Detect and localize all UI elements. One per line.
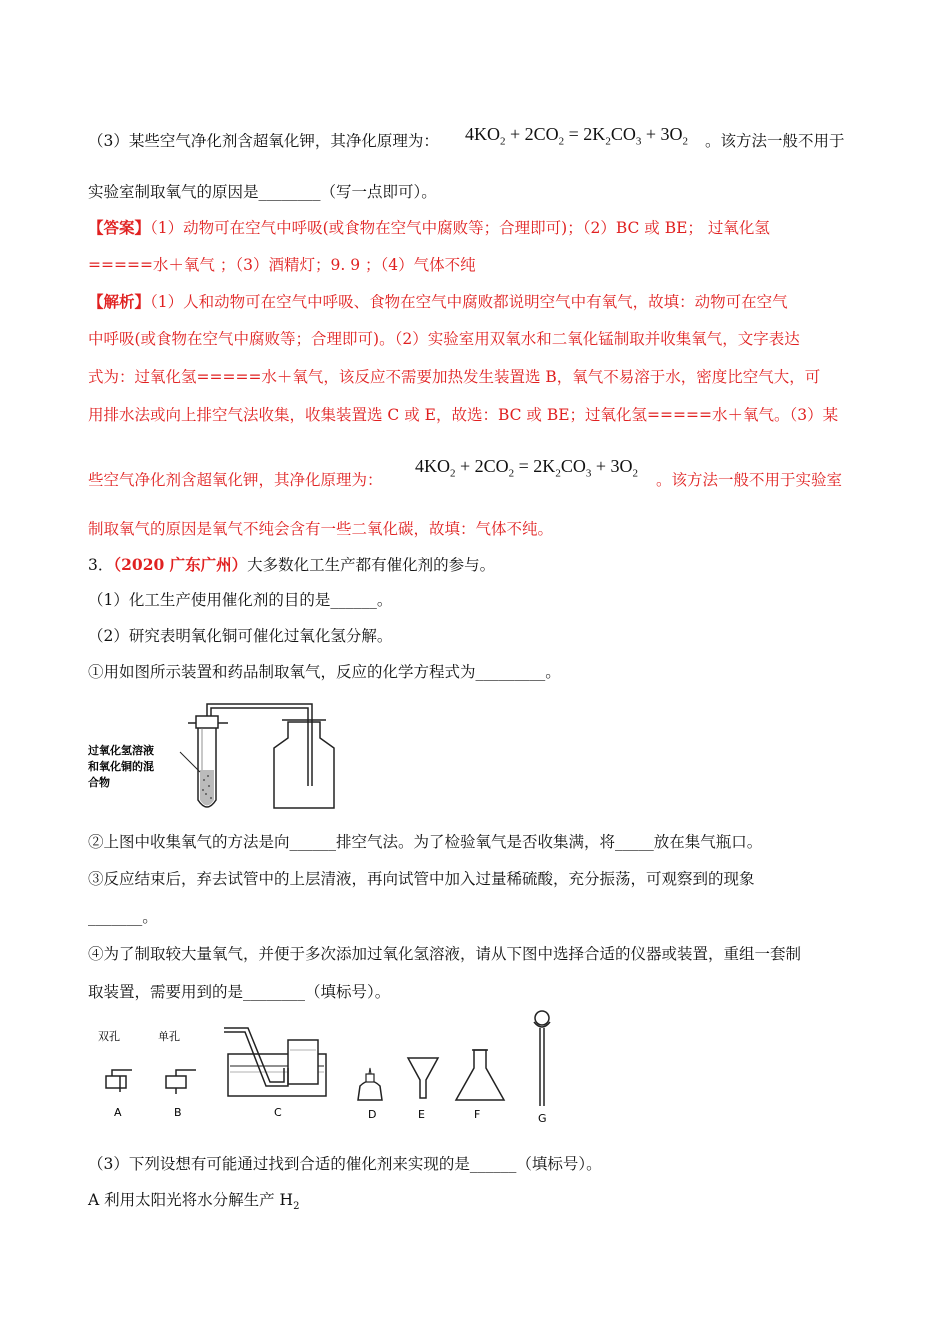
q3-part3: （3）下列设想有可能通过找到合适的催化剂来实现的是______（填标号）。 bbox=[88, 1155, 602, 1173]
q3-source: （2020 广东广州） bbox=[113, 555, 248, 574]
analysis-text-1: （1）人和动物可在空气中呼吸、食物在空气中腐败都说明空气中有氧气，故填：动物可在空气 bbox=[150, 293, 788, 311]
option-label-G: G bbox=[538, 1112, 547, 1125]
equation-1: $4KO_2 + 2CO_2 = 2K_2CO_3 + 3O_2$ bbox=[465, 124, 688, 148]
q3-part2-1: ①用如图所示装置和药品制取氧气，反应的化学方程式为_________。 bbox=[88, 663, 561, 681]
answer-line1 bbox=[88, 218, 770, 238]
option-label-D: D bbox=[368, 1108, 377, 1121]
analysis-tag: 【解析】 bbox=[88, 292, 151, 311]
option-label-F: F bbox=[474, 1108, 481, 1121]
figure1-label-2: 和氧化铜的混 bbox=[88, 760, 154, 773]
label-single-hole: 单孔 bbox=[158, 1030, 180, 1043]
equation-2: $4KO_2 + 2CO_2 = 2K_2CO_3 + 3O_2$ bbox=[415, 456, 638, 480]
analysis-line2: 中呼吸(或食物在空气中腐败等；合理即可)。（2）实验室用双氧水和二氧化锰制取并收集氧气，文字表达 bbox=[88, 330, 800, 348]
analysis-line4: 用排水法或向上排空气法收集，收集装置选 C 或 E，故选：BC 或 BE；过氧化氢=====水＋氧气。（3）某 bbox=[88, 406, 839, 424]
q2-part3-line2: 实验室制取氧气的原因是________（写一点即可）。 bbox=[88, 183, 437, 201]
analysis-line1 bbox=[88, 292, 788, 312]
figure1-label-3: 合物 bbox=[88, 776, 110, 789]
apparatus-figure-1 bbox=[88, 690, 428, 824]
stopper-double-icon bbox=[98, 1029, 132, 1092]
q3-stem-line bbox=[88, 555, 495, 575]
q3-part2-3a: ③反应结束后，弃去试管中的上层清液，再向试管中加入过量稀硫酸，充分振荡，可观察到的现象 bbox=[88, 870, 755, 888]
q3-part2-3b: _______。 bbox=[88, 908, 158, 926]
figure1-label-1: 过氧化氢溶液 bbox=[88, 744, 154, 757]
funnel-icon bbox=[408, 1058, 438, 1098]
option-label-B: B bbox=[174, 1106, 182, 1119]
q3-part1: （1）化工生产使用催化剂的目的是______。 bbox=[88, 591, 393, 609]
q3-number: 3． bbox=[88, 556, 114, 574]
answer-text-1: （1）动物可在空气中呼吸(或食物在空气中腐败等；合理即可)；（2）BC 或 BE； 过氧化氢 bbox=[150, 219, 770, 237]
option-label-C: C bbox=[274, 1106, 282, 1119]
option-label-E: E bbox=[418, 1108, 425, 1121]
q2-part3-lead: （3）某些空气净化剂含超氧化钾，其净化原理为： bbox=[88, 132, 439, 150]
q3-part2-2: ②上图中收集氧气的方法是向______排空气法。为了检验氧气是否收集满，将_____放在集气瓶口。 bbox=[88, 833, 763, 851]
q3-option-A-sub: 2 bbox=[293, 1201, 300, 1213]
analysis-line6: 制取氧气的原因是氧气不纯会含有一些二氧化碳，故填：气体不纯。 bbox=[88, 520, 554, 538]
conical-flask-icon bbox=[456, 1050, 504, 1100]
q3-stem: 大多数化工生产都有催化剂的参与。 bbox=[247, 556, 496, 574]
answer-tag: 【答案】 bbox=[88, 218, 151, 237]
analysis-line5-lead: 些空气净化剂含超氧化钾，其净化原理为： bbox=[88, 471, 383, 489]
option-label-A: A bbox=[114, 1106, 122, 1119]
q2-part3-tail: 。该方法一般不用于 bbox=[705, 132, 845, 150]
q3-option-A-text: A 利用太阳光将水分解生产 H bbox=[88, 1191, 294, 1209]
q3-option-A bbox=[88, 1190, 299, 1217]
analysis-line5-tail: 。该方法一般不用于实验室 bbox=[656, 471, 843, 489]
apparatus-figure-2 bbox=[88, 1010, 568, 1134]
alcohol-lamp-icon bbox=[358, 1068, 382, 1100]
q3-part2: （2）研究表明氧化铜可催化过氧化氢分解。 bbox=[88, 627, 393, 645]
q2-part3-line bbox=[88, 131, 439, 151]
long-neck-funnel-icon bbox=[534, 1011, 550, 1106]
q3-part2-4a: ④为了制取较大量氧气，并便于多次添加过氧化氢溶液，请从下图中选择合适的仪器或装置，重组一套制 bbox=[88, 945, 802, 963]
answer-line2: =====水＋氧气 ；（3）酒精灯；9. 9 ；（4）气体不纯 bbox=[88, 256, 476, 274]
label-double-hole: 双孔 bbox=[98, 1030, 120, 1043]
water-trough-icon bbox=[224, 1028, 326, 1096]
q3-part2-4b: 取装置，需要用到的是________（填标号）。 bbox=[88, 983, 391, 1001]
stopper-single-icon bbox=[158, 1029, 196, 1094]
analysis-line3: 式为：过氧化氢=====水＋氧气，该反应不需要加热发生装置选 B，氧气不易溶于水，密度比空气大，可 bbox=[88, 368, 821, 386]
